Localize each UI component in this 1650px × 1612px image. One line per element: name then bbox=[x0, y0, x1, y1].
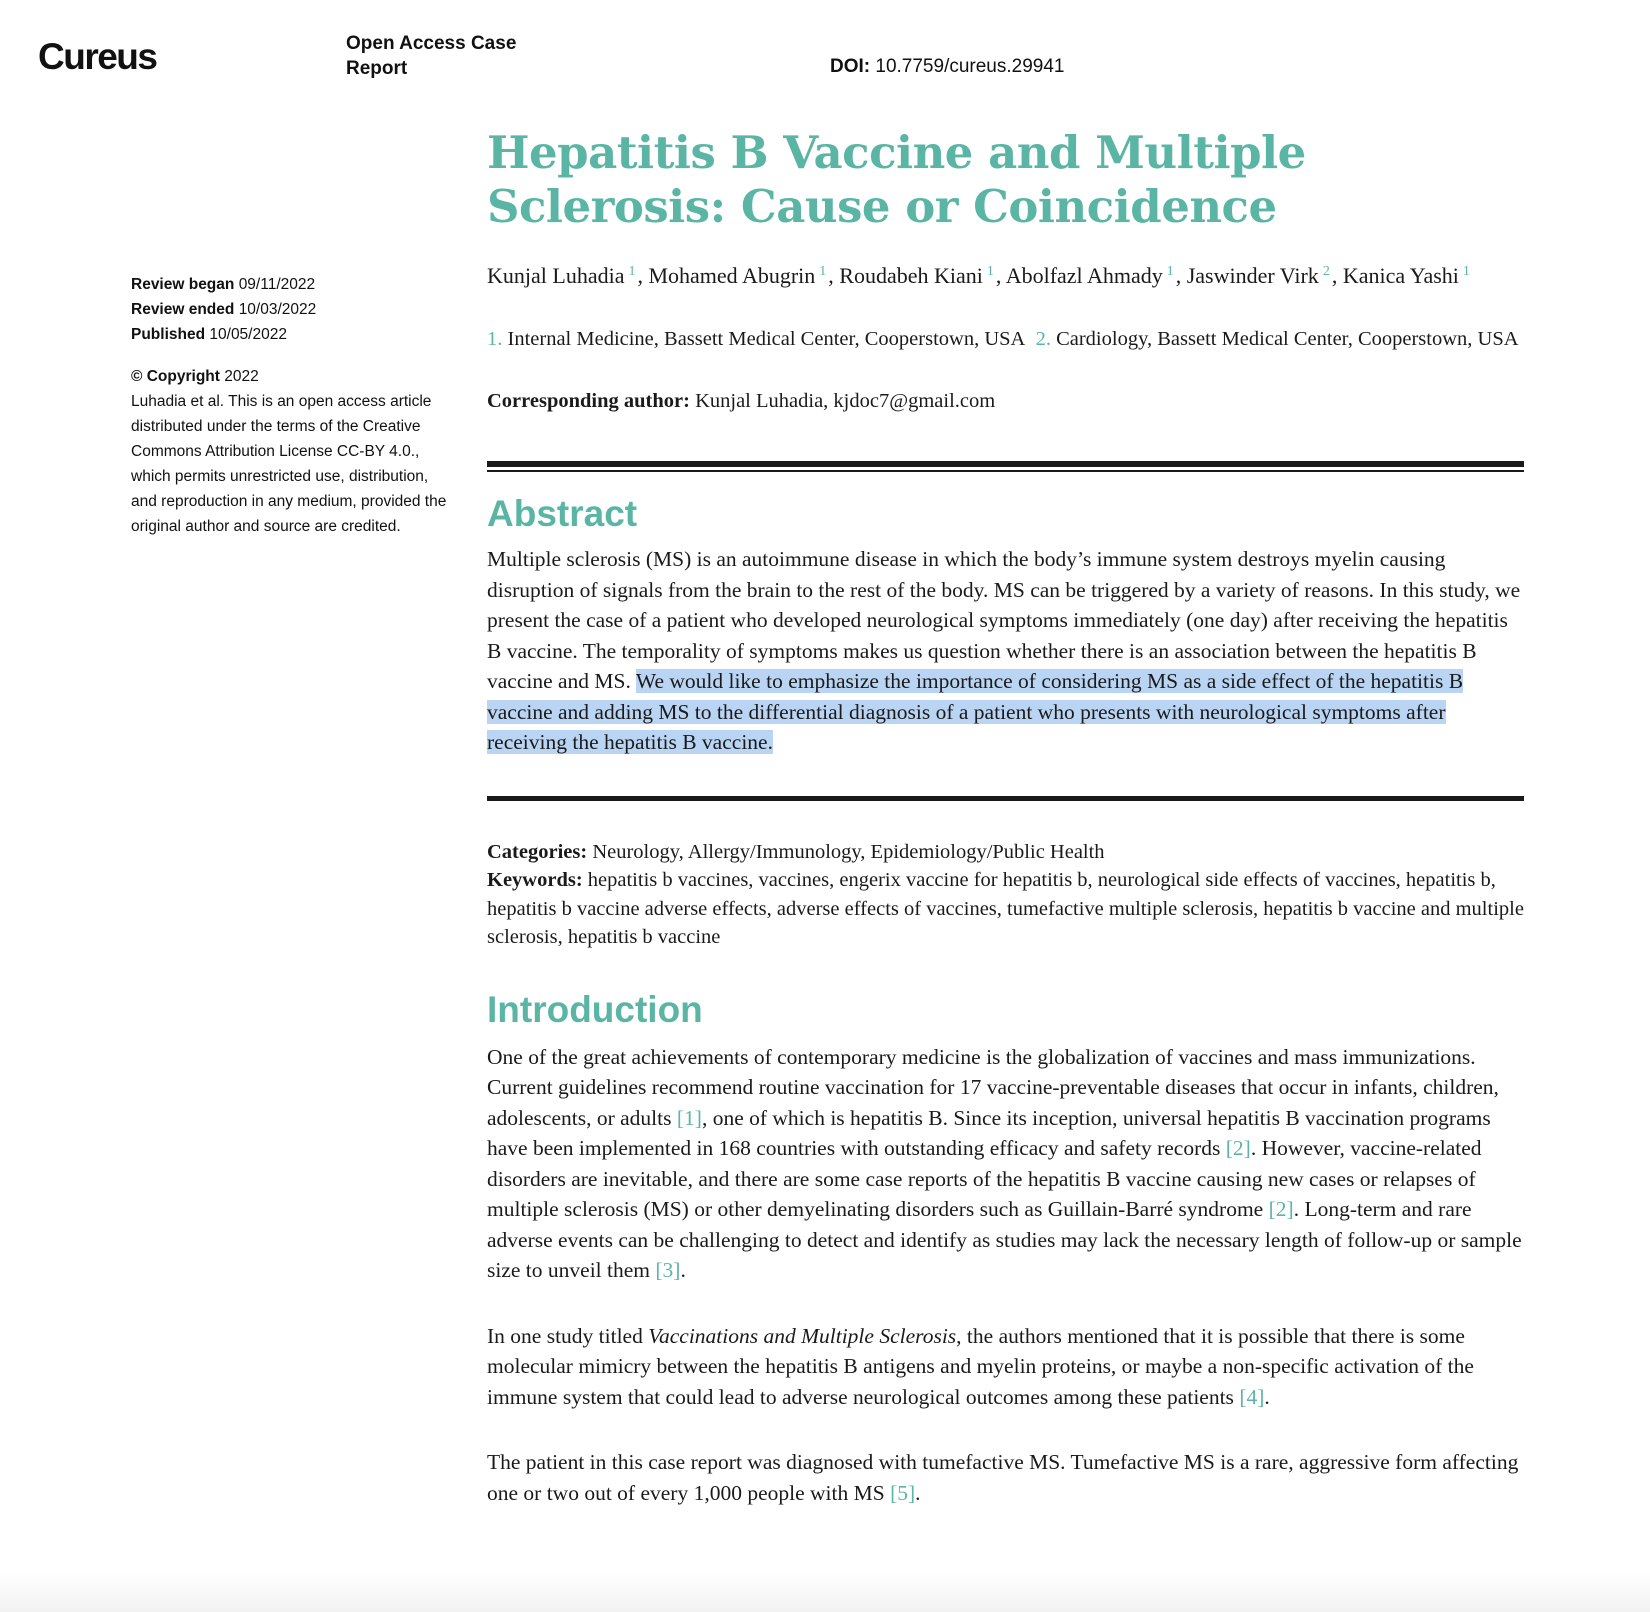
review-began: Review began 09/11/2022 bbox=[131, 276, 316, 293]
corresponding-author: Corresponding author: Kunjal Luhadia, kjdoc7@gmail.com bbox=[487, 390, 996, 412]
affiliation-marker: 1 bbox=[986, 264, 994, 279]
doi-value[interactable]: 10.7759/cureus.29941 bbox=[875, 56, 1065, 77]
author-name: Kanica Yashi bbox=[1342, 263, 1459, 288]
license-text: Luhadia et al. This is an open access article distributed under the terms of the Creative Commons Attribution License CC-BY 4.0., which permits unrestricted use, distribution, and reproduction in any medium, provided the original author and source are credited. bbox=[131, 393, 447, 535]
introduction-heading: Introduction bbox=[487, 988, 703, 1030]
section-divider bbox=[487, 461, 1524, 472]
intro-paragraph-1: One of the great achievements of contemporary medicine is the globalization of vaccines and mass immunizations. Current guidelines recommend routine vaccination for 17 vaccine-preventable diseases that occur in infants, children, adolescents, or adults [1], one of which is hepatitis B. Since its inception, universal hepatitis B vaccination programs have been implemented in 168 countries with outstanding efficacy and safety records [2]. However, vaccine-related disorders are inevitable, and there are some case reports of the hepatitis B vaccine causing new cases or relapses of multiple sclerosis (MS) or other demyelinating disorders such as Guillain-Barré syndrome [2]. Long-term and rare adverse events can be challenging to detect and identify as studies may lack the necessary length of follow-up or sample size to unveil them [3]. bbox=[487, 1044, 1522, 1282]
intro-paragraph-3: The patient in this case report was diagnosed with tumefactive MS. Tumefactive MS is a rare, aggressive form affecting one or two out of every 1,000 people with MS [5]. bbox=[487, 1450, 1519, 1505]
author-name: Roudabeh Kiani bbox=[839, 263, 983, 288]
affiliation-number: 1. bbox=[487, 328, 503, 350]
review-ended: Review ended 10/03/2022 bbox=[131, 301, 317, 318]
affiliation-marker: 2 bbox=[1322, 264, 1330, 279]
doi bbox=[830, 56, 1065, 78]
abstract-heading: Abstract bbox=[487, 493, 638, 534]
cited-study-title: Vaccinations and Multiple Sclerosis bbox=[648, 1323, 957, 1348]
citation-link[interactable]: [4] bbox=[1239, 1384, 1265, 1409]
article-title: Hepatitis B Vaccine and Multiple Sclerosis: Cause or Coincidence bbox=[487, 126, 1306, 233]
abstract-text: Multiple sclerosis (MS) is an autoimmune disease in which the body’s immune system destroys myelin causing disruption of signals from the brain to the rest of the body. MS can be triggered by a variety of reasons. In this study, we present the case of a patient who developed neurological symptoms immediately (one day) after receiving the hepatitis B vaccine. The temporality of symptoms makes us question whether there is an association between the hepatitis B vaccine and MS. We would like to emphasize the importance of considering MS as a side effect of the hepatitis B vaccine and adding MS to the differential diagnosis of a patient who presents with neurological symptoms after receiving the hepatitis B vaccine. bbox=[487, 547, 1521, 754]
affiliation-marker: 1 bbox=[819, 264, 827, 279]
affiliation-marker: 1 bbox=[628, 264, 636, 279]
copyright-notice: © Copyright 2022 Luhadia et al. This is an open access article distributed under the terms of the Creative Commons Attribution License CC-BY 4.0., which permits unrestricted use, distribution, and reproduction in any medium, provided the original author and source are credited. bbox=[131, 368, 447, 535]
citation-link[interactable]: [3] bbox=[655, 1258, 681, 1282]
affiliation-number: 2. bbox=[1035, 328, 1051, 350]
citation-link[interactable]: [2] bbox=[1225, 1136, 1251, 1160]
keywords: Keywords: hepatitis b vaccines, vaccines, engerix vaccine for hepatitis b, neurological side effects of vaccines, hepatitis b, hepatitis b vaccine adverse effects, adverse effects of vaccines, tumefactive multiple sclerosis, hepatitis b vaccine and multiple sclerosis, hepatitis b vaccine bbox=[487, 869, 1524, 948]
cureus-logo: Cureus bbox=[38, 36, 157, 77]
author-name: Abolfazl Ahmady bbox=[1005, 263, 1163, 288]
author-name: Kunjal Luhadia bbox=[487, 263, 625, 288]
affiliation-text: Cardiology, Bassett Medical Center, Cooperstown, USA bbox=[1056, 328, 1519, 350]
selected-text-highlight[interactable]: We would like to emphasize the importance of considering MS as a side effect of the hepatitis B vaccine and adding MS to the differential diagnosis of a patient who presents with neurological symptoms after receiving the hepatitis B vaccine. bbox=[487, 669, 1464, 754]
review-dates bbox=[131, 272, 451, 347]
report-type-label: Open Access Case Report bbox=[346, 33, 517, 79]
article-meta bbox=[487, 838, 1524, 952]
abstract-divider bbox=[487, 796, 1524, 801]
author-name: Jaswinder Virk bbox=[1186, 263, 1319, 288]
article-sidebar bbox=[131, 272, 451, 539]
citation-link[interactable]: [1] bbox=[676, 1105, 702, 1130]
affiliation-text: Internal Medicine, Bassett Medical Center, Cooperstown, USA bbox=[507, 328, 1026, 350]
intro-paragraph-2: In one study titled Vaccinations and Multiple Sclerosis, the authors mentioned that it is possible that there is some molecular mimicry between the hepatitis B antigens and myelin proteins, or maybe a non-specific activation of the immune system that could lead to adverse neurological outcomes among these patients [4]. bbox=[487, 1323, 1474, 1409]
affiliations bbox=[487, 325, 1524, 354]
author-name: Mohamed Abugrin bbox=[648, 263, 816, 288]
doi-label: DOI: bbox=[830, 56, 871, 77]
article-main bbox=[487, 126, 1524, 1508]
citation-link[interactable]: [2] bbox=[1268, 1197, 1294, 1221]
corresponding-value[interactable]: Kunjal Luhadia, kjdoc7@gmail.com bbox=[695, 390, 996, 412]
page-bottom-fade bbox=[0, 1572, 1650, 1612]
published-date: Published 10/05/2022 bbox=[131, 326, 287, 343]
categories: Categories: Neurology, Allergy/Immunology, Epidemiology/Public Health bbox=[487, 840, 1105, 863]
affiliation-marker: 1 bbox=[1462, 264, 1470, 279]
author-list: Kunjal Luhadia $^1$, Mohamed Abugrin $^1$, Roudabeh Kiani $^1$, Abolfazl Ahmady $^1$, Jaswinder Virk $^2$, Kanica Yashi $^1$ bbox=[487, 263, 1470, 288]
affiliation-marker: 1 bbox=[1166, 264, 1174, 279]
citation-link[interactable]: [5] bbox=[890, 1480, 916, 1505]
